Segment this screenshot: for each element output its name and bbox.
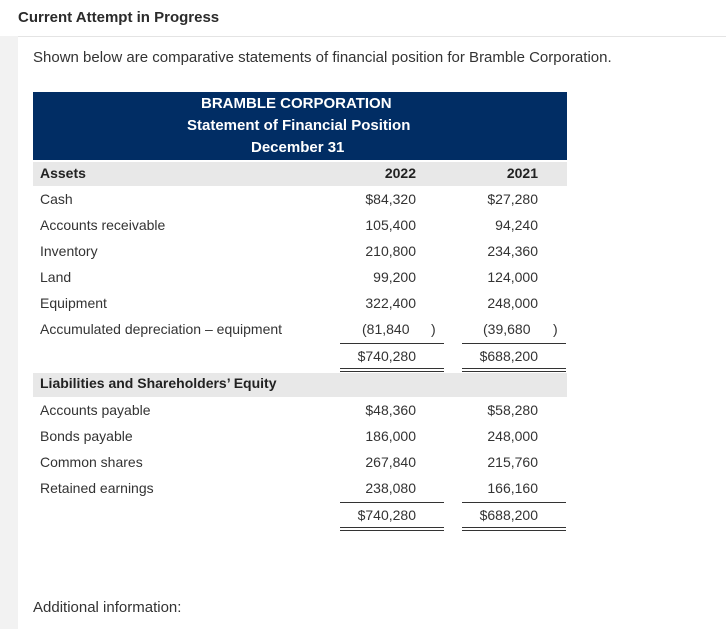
asset-row-2021: 124,000 (487, 269, 538, 285)
liability-row-2021: $58,280 (487, 402, 538, 418)
liabilities-total-2022: $740,280 (357, 507, 416, 523)
asset-row-2021: (39,680 (483, 321, 531, 337)
assets-total-2021: $688,200 (479, 348, 538, 364)
double-rule-2022 (340, 371, 444, 372)
liability-row-label: Common shares (40, 454, 143, 470)
page-title: Current Attempt in Progress (18, 9, 220, 26)
asset-row-label: Land (40, 269, 72, 285)
asset-row-2022: 210,800 (365, 243, 416, 259)
liability-row-label: Retained earnings (40, 480, 154, 496)
liability-row-2022: 267,840 (365, 454, 416, 470)
subtotal-rule-2021 (462, 502, 566, 503)
liability-row-label: Bonds payable (40, 428, 133, 444)
liability-row-2021: 248,000 (487, 428, 538, 444)
double-rule-2021 (462, 527, 566, 528)
company-name: BRAMBLE CORPORATION (201, 95, 392, 112)
intro-text: Shown below are comparative statements of financial position for Bramble Corporation. (33, 49, 612, 66)
statement-date: December 31 (251, 139, 345, 156)
double-rule-2021 (462, 530, 566, 531)
liability-row-2021: 215,760 (487, 454, 538, 470)
close-paren: ) (553, 321, 558, 337)
left-gutter (0, 36, 18, 629)
asset-row-label: Inventory (40, 243, 98, 259)
asset-row-label: Equipment (40, 295, 107, 311)
subtotal-rule-2022 (340, 502, 444, 503)
title-divider (18, 36, 726, 37)
double-rule-2022 (340, 368, 444, 369)
asset-row-2022: 322,400 (365, 295, 416, 311)
asset-row-2021: 248,000 (487, 295, 538, 311)
liabilities-heading: Liabilities and Shareholders’ Equity (40, 375, 277, 391)
liability-row-label: Accounts payable (40, 402, 151, 418)
asset-row-2021: 234,360 (487, 243, 538, 259)
liability-row-2022: 186,000 (365, 428, 416, 444)
liability-row-2021: 166,160 (487, 480, 538, 496)
liability-row-2022: $48,360 (365, 402, 416, 418)
asset-row-2021: $27,280 (487, 191, 538, 207)
year-2022-header: 2022 (384, 165, 416, 181)
asset-row-2022: 105,400 (365, 217, 416, 233)
subtotal-rule-2021 (462, 343, 566, 344)
asset-row-label: Cash (40, 191, 73, 207)
double-rule-2021 (462, 371, 566, 372)
asset-row-label: Accounts receivable (40, 217, 166, 233)
close-paren: ) (431, 321, 436, 337)
double-rule-2022 (340, 530, 444, 531)
year-2021-header: 2021 (506, 165, 538, 181)
double-rule-2022 (340, 527, 444, 528)
asset-row-2021: 94,240 (495, 217, 538, 233)
liability-row-2022: 238,080 (365, 480, 416, 496)
additional-information-label: Additional information: (33, 599, 182, 616)
asset-row-2022: 99,200 (373, 269, 416, 285)
subtotal-rule-2022 (340, 343, 444, 344)
asset-row-label: Accumulated depreciation – equipment (40, 321, 283, 337)
double-rule-2021 (462, 368, 566, 369)
assets-heading: Assets (40, 165, 86, 181)
statement-title: Statement of Financial Position (187, 117, 411, 134)
asset-row-2022: $84,320 (365, 191, 416, 207)
liabilities-total-2021: $688,200 (479, 507, 538, 523)
asset-row-2022: (81,840 (362, 321, 410, 337)
assets-total-2022: $740,280 (357, 348, 416, 364)
statement-banner (33, 92, 567, 160)
